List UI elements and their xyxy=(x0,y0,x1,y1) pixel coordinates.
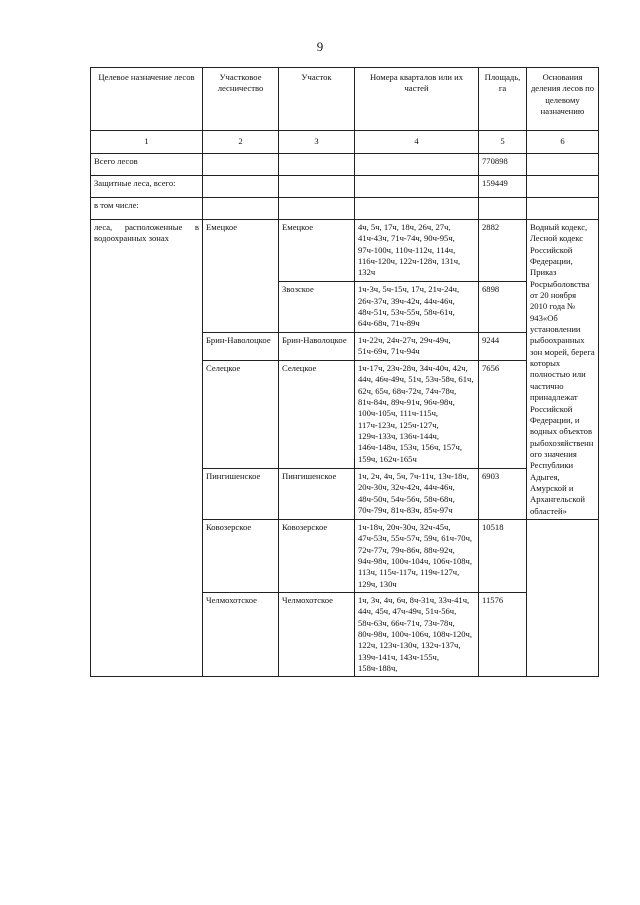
quarters-cell: 1ч, 2ч, 4ч, 5ч, 7ч-11ч, 13ч-18ч, 20ч-30ч, 32ч-42ч, 44ч-46ч, 48ч-50ч, 54ч-56ч, 58ч-68ч, 70ч-79ч, 81ч-83ч, 85ч-97ч xyxy=(355,469,479,520)
col-number: 3 xyxy=(279,131,355,154)
section-cell: Ковозерское xyxy=(279,519,355,592)
area-cell: 6898 xyxy=(479,282,527,333)
table-row-including xyxy=(91,198,599,220)
col-number: 4 xyxy=(355,131,479,154)
table-row xyxy=(91,220,599,282)
table-row-total xyxy=(91,154,599,176)
quarters-cell: 4ч, 5ч, 17ч, 18ч, 26ч, 27ч, 41ч-43ч, 71ч-74ч, 90ч-95ч, 97ч-100ч, 110ч-112ч, 114ч, 116ч-120ч, 122ч-128ч, 131ч, 132ч xyxy=(355,220,479,282)
area-cell: 6903 xyxy=(479,469,527,520)
section-cell: Пингишенское xyxy=(279,469,355,520)
section-cell: Звозское xyxy=(279,282,355,333)
header-purpose: Целевое назначение лесов xyxy=(91,68,203,131)
section-cell: Емецкое xyxy=(279,220,355,282)
forestry-cell: Ковозерское xyxy=(203,519,279,592)
row-area: 159449 xyxy=(479,176,527,198)
col-number: 1 xyxy=(91,131,203,154)
table-row-protective xyxy=(91,176,599,198)
area-cell: 10518 xyxy=(479,519,527,592)
table-header-row xyxy=(91,68,599,131)
row-label: в том числе: xyxy=(91,198,203,220)
forest-purpose-table xyxy=(90,67,599,677)
area-cell: 9244 xyxy=(479,333,527,361)
forestry-cell: Челмохотское xyxy=(203,593,279,677)
basis-empty-cell xyxy=(527,519,599,676)
header-area: Площадь, га xyxy=(479,68,527,131)
quarters-cell: 1ч-22ч, 24ч-27ч, 29ч-49ч, 51ч-69ч, 71ч-94ч xyxy=(355,333,479,361)
col-number: 2 xyxy=(203,131,279,154)
column-number-row xyxy=(91,131,599,154)
basis-cell: Водный кодекс, Лесной кодекс Российской Федерации, Приказ Росрыболовства от 20 ноября 2010 года № 943«Об установлении рыбоохранных зон морей, берега которых полностью или частично принадлежат Российской Федерации, и водных объектов рыбохозяйственного значения Республики Адыгея, Амурской и Архангельской областей» xyxy=(527,220,599,520)
category-cell: леса, расположенные в водоохранных зонах xyxy=(91,220,203,677)
area-cell: 11576 xyxy=(479,593,527,677)
row-area: 770898 xyxy=(479,154,527,176)
header-quarters: Номера кварталов или их частей xyxy=(355,68,479,131)
section-cell: Челмохотское xyxy=(279,593,355,677)
quarters-cell: 1ч-18ч, 20ч-30ч, 32ч-45ч, 47ч-53ч, 55ч-57ч, 59ч, 61ч-70ч, 72ч-77ч, 79ч-86ч, 88ч-92ч, 94ч-98ч, 100ч-104ч, 106ч-108ч, 113ч, 115ч-117ч, 119ч-127ч, 129ч, 130ч xyxy=(355,519,479,592)
forestry-cell: Брин-Наволоцкое xyxy=(203,333,279,361)
forestry-cell: Селецкое xyxy=(203,361,279,469)
col-number: 6 xyxy=(527,131,599,154)
area-cell: 7656 xyxy=(479,361,527,469)
col-number: 5 xyxy=(479,131,527,154)
row-label: Всего лесов xyxy=(91,154,203,176)
forestry-cell: Емецкое xyxy=(203,220,279,333)
row-label: Защитные леса, всего: xyxy=(91,176,203,198)
section-cell: Брин-Наволоцкое xyxy=(279,333,355,361)
forestry-cell: Пингишенское xyxy=(203,469,279,520)
quarters-cell: 1ч, 3ч, 4ч, 6ч, 8ч-31ч, 33ч-41ч, 44ч, 45ч, 47ч-49ч, 51ч-56ч, 58ч-63ч, 66ч-71ч, 73ч-78ч, 80ч-98ч, 100ч-106ч, 108ч-120ч, 122ч, 123ч-130ч, 132ч-137ч, 139ч-141ч, 143ч-155ч, 158ч-188ч, xyxy=(355,593,479,677)
quarters-cell: 1ч-3ч, 5ч-15ч, 17ч, 21ч-24ч, 26ч-37ч, 39ч-42ч, 44ч-46ч, 48ч-51ч, 53ч-55ч, 58ч-61ч, 64ч-68ч, 71ч-89ч xyxy=(355,282,479,333)
row-area xyxy=(479,198,527,220)
page-number: 9 xyxy=(316,39,324,54)
header-section: Участок xyxy=(279,68,355,131)
header-basis: Основания деления лесов по целевому назначению xyxy=(527,68,599,131)
section-cell: Селецкое xyxy=(279,361,355,469)
header-forestry: Участковое лесничество xyxy=(203,68,279,131)
area-cell: 2882 xyxy=(479,220,527,282)
quarters-cell: 1ч-17ч, 23ч-28ч, 34ч-40ч, 42ч, 44ч, 46ч-49ч, 51ч, 53ч-58ч, 61ч, 62ч, 65ч, 68ч-72ч, 74ч-78ч, 81ч-84ч, 89ч-91ч, 96ч-98ч, 100ч-105ч, 111ч-115ч, 117ч-123ч, 125ч-127ч, 129ч-133ч, 136ч-144ч, 146ч-148ч, 153ч, 156ч, 157ч, 159ч, 162ч-165ч xyxy=(355,361,479,469)
